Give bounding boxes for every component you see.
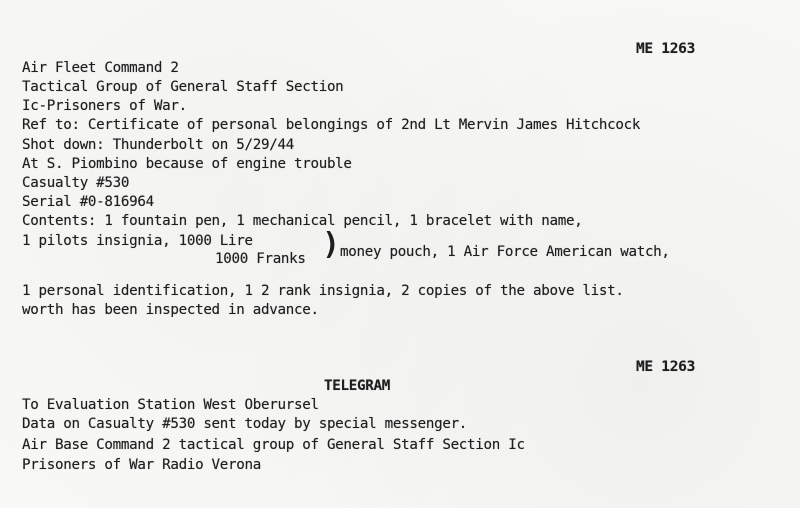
telegram-title: TELEGRAM (324, 378, 390, 394)
telegram-line-data: Data on Casualty #530 sent today by special messenger. (22, 416, 468, 432)
memo-line-serial: Serial #0-816964 (22, 194, 154, 210)
telegram-ref-number: ME 1263 (636, 359, 696, 375)
contents-last-line: 1 personal identification, 1 2 rank insignia, 2 copies of the above list. (22, 283, 624, 299)
memo-line-casualty: Casualty #530 (22, 175, 130, 191)
memo-line-shot-down: Shot down: Thunderbolt on 5/29/44 (22, 137, 294, 153)
contents-pouch: money pouch, 1 Air Force American watch, (340, 244, 670, 260)
contents-lire: 1 pilots insignia, 1000 Lire (22, 233, 253, 249)
memo-line-location: At S. Piombino because of engine trouble (22, 156, 352, 172)
memo-line-department: Ic-Prisoners of War. (22, 98, 187, 114)
telegram-line-radio: Prisoners of War Radio Verona (22, 457, 262, 473)
contents-brace: ) (322, 227, 341, 262)
memo-line-reference: Ref to: Certificate of personal belongings of 2nd Lt Mervin James Hitchcock (22, 117, 641, 133)
telegram-line-command: Air Base Command 2 tactical group of General Staff Section Ic (22, 437, 525, 453)
memo-line-group: Tactical Group of General Staff Section (22, 79, 344, 95)
inspection-note: worth has been inspected in advance. (22, 302, 319, 318)
telegram-line-recipient: To Evaluation Station West Oberursel (22, 397, 319, 413)
memo-ref-number: ME 1263 (636, 41, 696, 57)
memo-line-contents: Contents: 1 fountain pen, 1 mechanical pencil, 1 bracelet with name, (22, 213, 583, 229)
contents-franks: 1000 Franks (215, 251, 306, 267)
memo-line-sender: Air Fleet Command 2 (22, 60, 179, 76)
